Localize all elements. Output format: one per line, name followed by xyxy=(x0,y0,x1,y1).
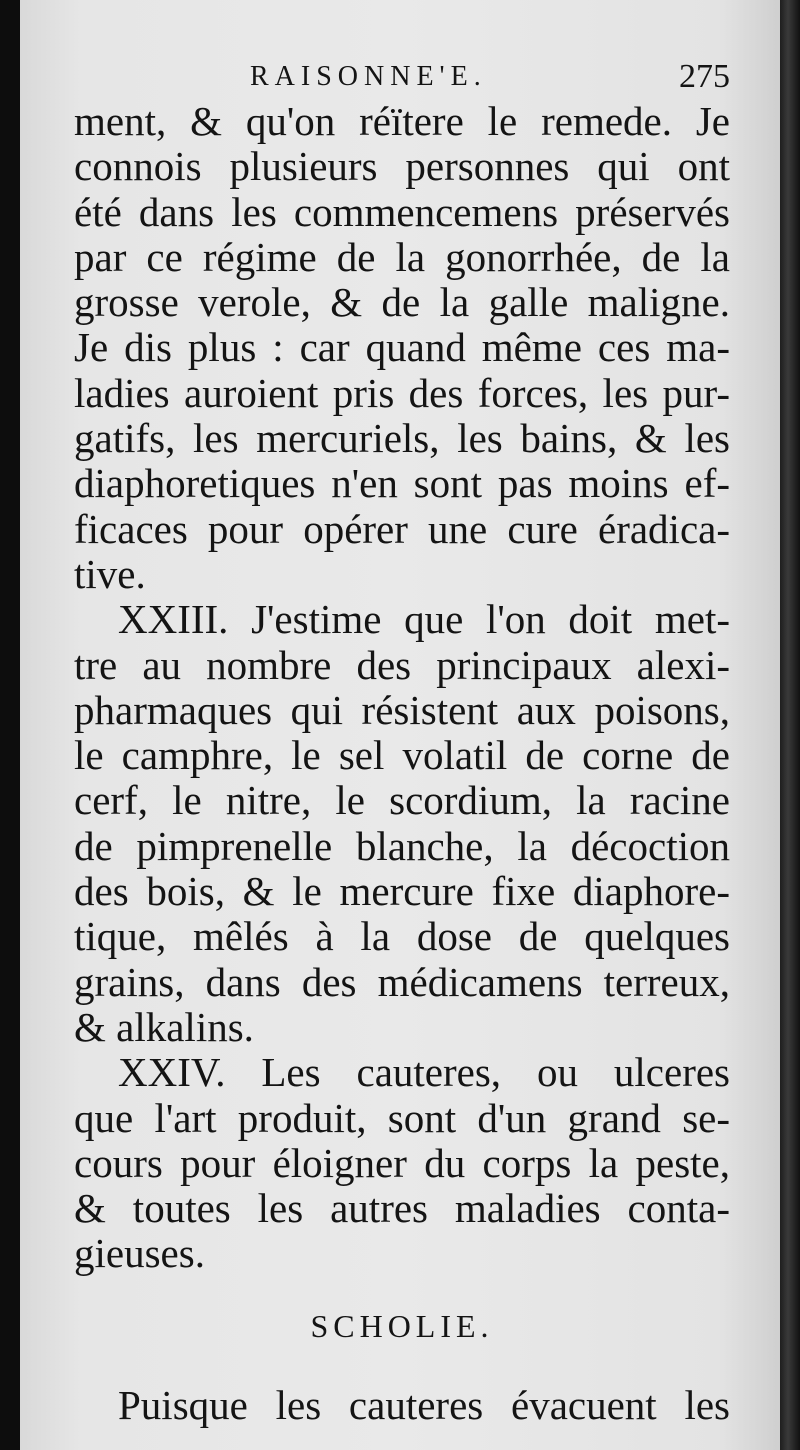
text-line: XXIV. Les cauteres, ou ulceres xyxy=(118,1049,730,1096)
text-line: ficaces pour opérer une cure éradica- xyxy=(74,505,730,552)
text-line: le camphre, le sel volatil de corne de xyxy=(74,732,730,779)
text-line: de pimprenelle blanche, la décoction xyxy=(74,822,730,869)
page-edge-shadow xyxy=(780,0,800,1450)
paragraph-continued xyxy=(74,99,730,597)
text-line: Je dis plus : car quand même ces ma- xyxy=(74,324,730,371)
page-number: 275 xyxy=(679,58,730,95)
text-line: pharmaques qui résistent aux poisons, xyxy=(74,686,730,733)
text-line: grosse verole, & de la galle maligne. xyxy=(74,279,730,326)
text-line: Puisque les cauteres évacuent les xyxy=(118,1381,730,1428)
running-head xyxy=(74,55,730,99)
text-line: ladies auroient pris des forces, les pur- xyxy=(74,369,730,416)
paragraph-xxiv xyxy=(74,1050,730,1276)
text-line: cours pour éloigner du corps la peste, xyxy=(74,1139,730,1186)
scholie-heading: SCHOLIE. xyxy=(310,1307,494,1344)
text-line: gatifs, les mercuriels, les bains, & les xyxy=(74,415,730,462)
text-line: tique, mêlés à la dose de quelques xyxy=(74,913,730,960)
text-line: diaphoretiques n'en sont pas moins ef- xyxy=(74,460,730,507)
text-line: grains, dans des médicamens terreux, xyxy=(74,958,730,1005)
text-line: des bois, & le mercure fixe diaphore- xyxy=(74,868,730,915)
text-line: connois plusieurs personnes qui ont xyxy=(74,143,730,190)
text-line: été dans les commencemens préservés xyxy=(74,188,730,235)
text-line: tive. xyxy=(74,550,146,597)
text-line: & toutes les autres maladies conta- xyxy=(74,1185,730,1232)
text-line: cerf, le nitre, le scordium, la racine xyxy=(74,777,730,824)
text-line: gieuses. xyxy=(74,1230,205,1277)
text-line: XXIII. J'estime que l'on doit met- xyxy=(118,596,730,643)
running-head-title: RAISONNE'E. xyxy=(250,61,487,92)
text-line: que l'art produit, sont d'un grand se- xyxy=(74,1094,730,1141)
paragraph-xxiii xyxy=(74,597,730,1050)
text-line: par ce régime de la gonorrhée, de la xyxy=(74,233,730,280)
text-line: tre au nombre des principaux alexi- xyxy=(74,641,730,688)
text-line: ment, & qu'on réïtere le remede. Je xyxy=(74,98,730,144)
text-line: & alkalins. xyxy=(74,1003,254,1050)
page-text xyxy=(74,55,730,1428)
spacer xyxy=(74,1351,730,1383)
